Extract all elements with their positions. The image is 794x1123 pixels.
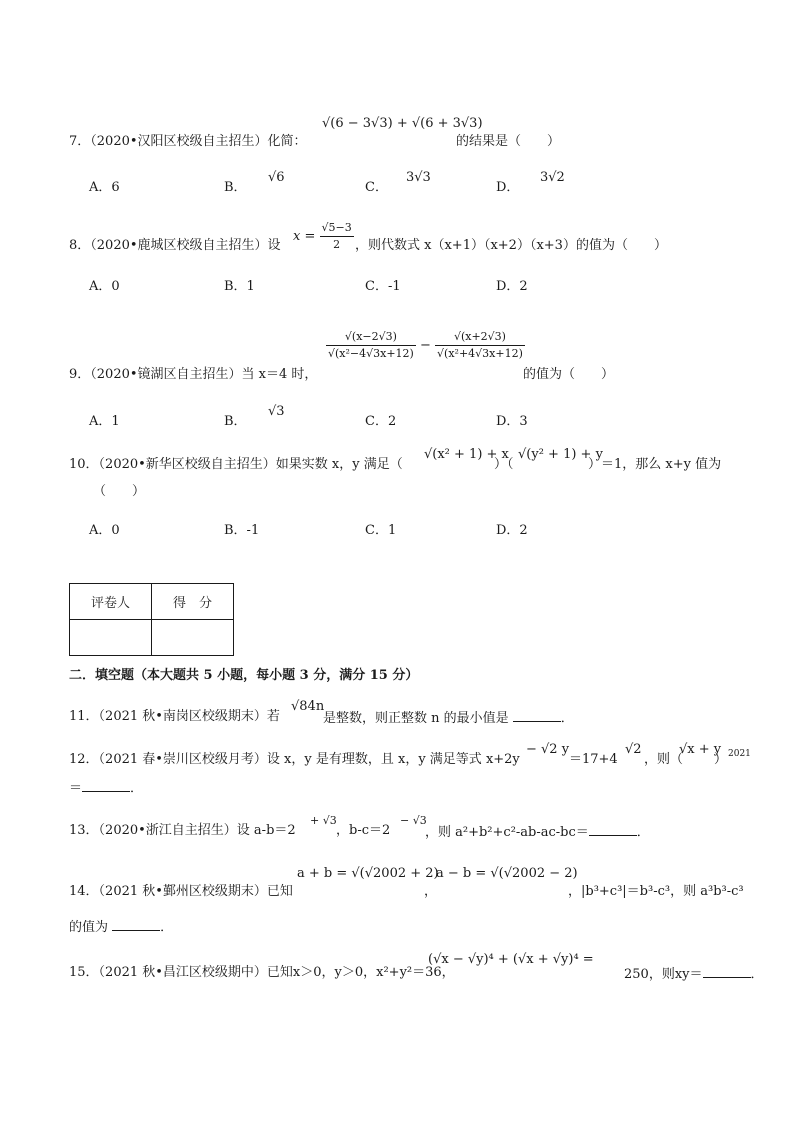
q12-stem: 12．（2021 春•崇川区校级月考）设 x，y 是有理数，且 x，y 满足等式 x+2y bbox=[69, 752, 520, 767]
q7-option-a: A．6 bbox=[89, 180, 120, 195]
score-table-header-grader: 评卷人 bbox=[70, 584, 152, 620]
q12-math-1: − √2 y bbox=[526, 742, 570, 757]
q8-x-expr: x = $\frac{√5-3}{2}$ bbox=[293, 221, 352, 251]
q8-fraction: $\frac{√5-3}{2}$ bbox=[321, 221, 352, 251]
q8-option-c: C．-1 bbox=[365, 279, 401, 294]
q13-stem: 13．（2020•浙江自主招生）设 a-b＝2 bbox=[69, 823, 296, 838]
q12-stem-post: ，则（ bbox=[644, 752, 684, 767]
q14-line2: 的值为 ． bbox=[69, 920, 174, 935]
q14-math-1: a + b = √(√2002 + 2) bbox=[297, 866, 439, 881]
section-2-heading: 二．填空题（本大题共 5 小题，每小题 3 分，满分 15 分） bbox=[69, 668, 419, 683]
q10-math-1: √(x² + 1) + x bbox=[424, 447, 509, 462]
q8-option-a: A．0 bbox=[89, 279, 120, 294]
score-table-grader-cell bbox=[70, 620, 152, 656]
q10-stem-post: ）＝1，那么 x+y 值为 bbox=[588, 457, 722, 472]
q10-option-b: B．-1 bbox=[224, 523, 260, 538]
q9-option-d: D．3 bbox=[496, 414, 528, 429]
q9-option-c: C．2 bbox=[365, 414, 397, 429]
q7-option-b: B． bbox=[224, 180, 247, 195]
q7-expr: √(6 − 3√3) + √(6 + 3√3) bbox=[322, 116, 483, 131]
q14-stem-post: ，|b³+c³|＝b³-c³，则 a³b³-c³ bbox=[568, 884, 744, 899]
q15-answer-blank[interactable] bbox=[703, 965, 751, 978]
q14-sep: ， bbox=[424, 884, 438, 899]
q15-stem: 15．（2021 秋•昌江区校级期中）已知x＞0，y＞0，x²+y²＝36， bbox=[69, 965, 455, 980]
q9-option-a: A．1 bbox=[89, 414, 120, 429]
q12-math-2: √2 bbox=[625, 742, 642, 757]
q12-line2: ＝ ． bbox=[69, 781, 144, 796]
q12-eq: ＝17+4 bbox=[569, 752, 618, 767]
q9-option-b-math: √3 bbox=[268, 404, 285, 419]
q11-answer-blank[interactable] bbox=[513, 709, 561, 722]
q11-math: √84n bbox=[291, 699, 325, 714]
q12-close: ） bbox=[714, 752, 728, 767]
q10-math-2: √(y² + 1) + y bbox=[518, 447, 603, 462]
q10-mid: ）（ bbox=[494, 457, 514, 472]
q7-option-b-math: √6 bbox=[268, 170, 285, 185]
q15-stem-post: 250，则xy＝ ． bbox=[624, 967, 764, 982]
score-table bbox=[69, 583, 234, 656]
q11-stem: 11．（2021 秋•南岗区校级期末）若 bbox=[69, 709, 280, 724]
q13-math-1: + √3 bbox=[310, 814, 337, 827]
q7-option-c-math: 3√3 bbox=[406, 170, 431, 185]
q7-option-c: C． bbox=[365, 180, 388, 195]
q12-power: 2021 bbox=[728, 749, 751, 759]
q14-answer-blank[interactable] bbox=[112, 918, 160, 931]
q9-stem: 9．（2020•镜湖区自主招生）当 x＝4 时， bbox=[69, 367, 318, 382]
q14-stem: 14．（2021 秋•鄞州区校级期末）已知 bbox=[69, 884, 293, 899]
q7-stem-post: 的结果是（ ） bbox=[456, 134, 561, 149]
q10-line2: （ ） bbox=[93, 484, 146, 499]
q15-math: (√x − √y)⁴ + (√x + √y)⁴ = bbox=[428, 952, 594, 967]
q7-option-d: D． bbox=[496, 180, 520, 195]
q8-stem-post: ，则代数式 x（x+1）（x+2）（x+3）的值为（ ） bbox=[355, 238, 667, 253]
q10-option-a: A．0 bbox=[89, 523, 120, 538]
q10-option-d: D．2 bbox=[496, 523, 528, 538]
q11-stem-post: 是整数，则正整数 n 的最小值是 ． bbox=[323, 711, 574, 726]
q14-math-2: a − b = √(√2002 − 2) bbox=[436, 866, 578, 881]
q8-option-d: D．2 bbox=[496, 279, 528, 294]
score-table-score-cell bbox=[152, 620, 234, 656]
q13-stem-post: ，则 a²+b²+c²-ab-ac-bc＝ ． bbox=[425, 825, 650, 840]
q9-fraction-2: $\frac{√(x+2√3)}{\text{√(x²+4√3x+12)}}$ bbox=[437, 330, 523, 360]
q12-answer-blank[interactable] bbox=[82, 779, 130, 792]
q9-option-b: B． bbox=[224, 414, 247, 429]
q8-stem: 8．（2020•鹿城区校级自主招生）设 bbox=[69, 238, 281, 253]
q9-expr: $\frac{√(x-2√3)}{\text{√(x²−4√3x+12)}}$ − $\frac{√(x+2√3)}{\text{√(x²+4√3x+12)}}$ bbox=[328, 330, 523, 360]
score-table-header-score: 得 分 bbox=[152, 584, 234, 620]
q13-answer-blank[interactable] bbox=[589, 823, 637, 836]
q8-option-b: B．1 bbox=[224, 279, 255, 294]
q13-math-2: − √3 bbox=[400, 814, 427, 827]
q10-stem: 10．（2020•新华区校级自主招生）如果实数 x，y 满足（ bbox=[69, 457, 403, 472]
q7-stem: 7．（2020•汉阳区校级自主招生）化简： bbox=[69, 134, 307, 149]
q13-mid: ，b-c＝2 bbox=[336, 823, 391, 838]
q9-stem-post: 的值为（ ） bbox=[523, 367, 615, 382]
q9-fraction-1: $\frac{√(x-2√3)}{\text{√(x²−4√3x+12)}}$ bbox=[328, 330, 414, 360]
q7-option-d-math: 3√2 bbox=[540, 170, 565, 185]
q10-option-c: C．1 bbox=[365, 523, 397, 538]
q12-math-3: √x + y bbox=[679, 742, 722, 757]
